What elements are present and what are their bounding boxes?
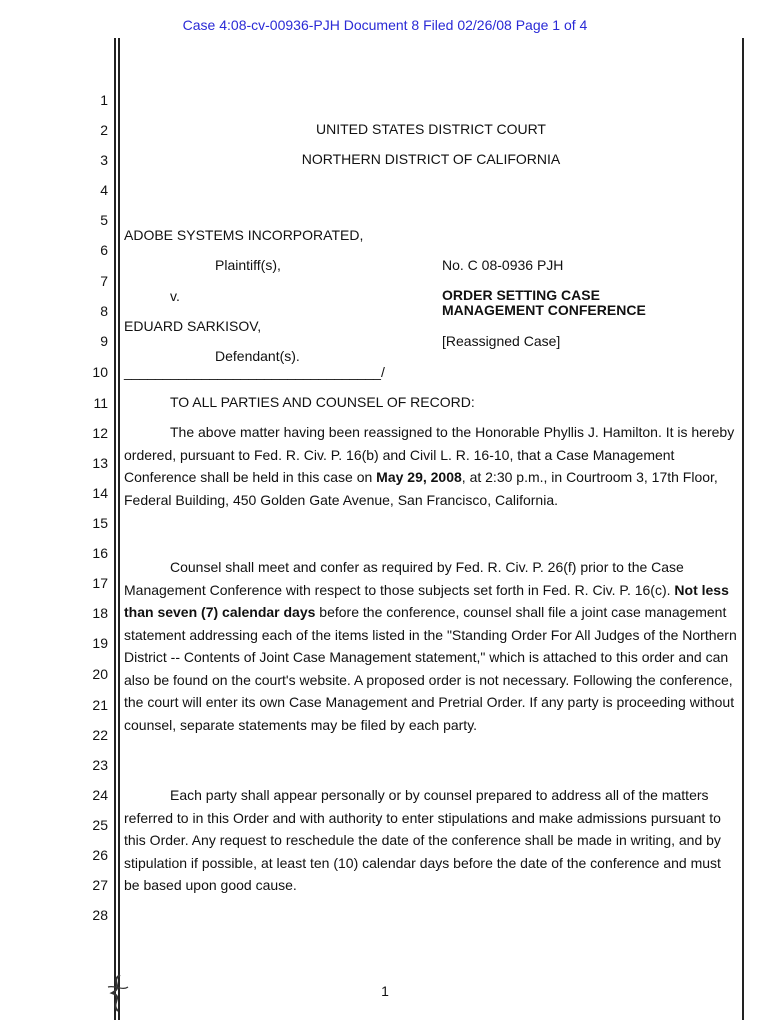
line-number: 15 xyxy=(92,515,108,531)
line-number: 10 xyxy=(92,364,108,380)
paragraph-meet-text-b: before the conference, counsel shall file a joint case management statement addressing each of the items listed in the "Standing Order For All Judges of the Northern District -- Contents of Joint Case Management statement," which is attached to this order and can also be found on the court's website. A proposed order is not necessary. Following the conference, the court will enter its own Case Management and Pretrial Order. If any party is proceeding without counsel, separate statements may be filed by each party. xyxy=(124,604,737,733)
line-number: 1 xyxy=(100,92,108,108)
line-number: 16 xyxy=(92,545,108,561)
margin-rule-left-inner xyxy=(118,38,120,1020)
line-number: 8 xyxy=(100,303,108,319)
order-title-line-2: MANAGEMENT CONFERENCE xyxy=(442,302,646,318)
defendant-name: EDUARD SARKISOV, xyxy=(124,318,262,334)
document-header-stamp: Case 4:08-cv-00936-PJH Document 8 Filed 02/26/08 Page 1 of 4 xyxy=(182,17,588,33)
salutation: TO ALL PARTIES AND COUNSEL OF RECORD: xyxy=(170,394,475,410)
paragraph-appearance xyxy=(124,784,738,897)
line-number: 24 xyxy=(92,787,108,803)
conference-date: May 29, 2008 xyxy=(376,469,462,485)
court-district: NORTHERN DISTRICT OF CALIFORNIA xyxy=(301,151,561,167)
order-title-line-1: ORDER SETTING CASE xyxy=(442,287,600,303)
paragraph-appearance-text: Each party shall appear personally or by counsel prepared to address all of the matters referred to in this Order and with authority to enter stipulations and make admissions pursuant to this Order. Any request to reschedule the date of the conference shall be made in writing, and by stipulation if possible, at least ten (10) calendar days before the date of the conference and must be based upon good cause. xyxy=(124,787,721,893)
line-number: 25 xyxy=(92,817,108,833)
line-number: 22 xyxy=(92,727,108,743)
line-number: 9 xyxy=(100,333,108,349)
page-number: 1 xyxy=(381,983,389,999)
line-number: 26 xyxy=(92,847,108,863)
line-number: 11 xyxy=(93,395,108,411)
line-number: 6 xyxy=(100,242,108,258)
versus-label: v. xyxy=(170,288,180,304)
paragraph-meet-and-confer xyxy=(124,556,738,736)
reassigned-note: [Reassigned Case] xyxy=(442,333,561,349)
line-number: 17 xyxy=(92,575,108,591)
paragraph-schedule xyxy=(124,421,738,511)
deadline-emphasis: Not less than seven (7) calendar days xyxy=(124,581,729,620)
margin-rule-right xyxy=(742,38,744,1020)
court-name: UNITED STATES DISTRICT COURT xyxy=(316,121,546,137)
paragraph-schedule-text-a: The above matter having been reassigned to the Honorable Phyllis J. Hamilton. It is hereby ordered, pursuant to Fed. R. Civ. P. 16(b) and Civil L. R. 16-10, that a Case Management Conference shall be held in this case on xyxy=(124,424,735,485)
line-number: 14 xyxy=(92,485,108,501)
paragraph-schedule-text-b: , at 2:30 p.m., in Courtroom 3, 17th Floor, Federal Building, 450 Golden Gate Avenue, San Francisco, California. xyxy=(124,469,718,508)
line-number: 2 xyxy=(100,122,108,138)
margin-rule-left-outer xyxy=(114,38,116,1020)
line-number: 20 xyxy=(92,666,108,682)
line-number: 5 xyxy=(100,212,108,228)
line-number: 28 xyxy=(92,907,108,923)
case-number: No. C 08-0936 PJH xyxy=(442,257,564,273)
plaintiff-name: ADOBE SYSTEMS INCORPORATED, xyxy=(124,227,364,243)
line-number: 7 xyxy=(100,273,108,289)
line-number: 23 xyxy=(92,757,108,773)
caption-underline: _________________________________/ xyxy=(124,364,385,380)
line-number: 4 xyxy=(100,182,108,198)
line-number: 13 xyxy=(92,455,108,471)
line-number: 19 xyxy=(92,635,108,651)
line-number: 27 xyxy=(92,877,108,893)
line-number: 3 xyxy=(100,152,108,168)
paragraph-meet-text-a: Counsel shall meet and confer as required by Fed. R. Civ. P. 26(f) prior to the Case Management Conference with respect to those subjects set forth in Fed. R. Civ. P. 16(c). xyxy=(124,559,684,598)
line-number: 18 xyxy=(92,605,108,621)
defendant-role: Defendant(s). xyxy=(215,348,300,364)
line-number: 21 xyxy=(92,697,108,713)
plaintiff-role: Plaintiff(s), xyxy=(215,257,281,273)
line-number: 12 xyxy=(92,425,108,441)
